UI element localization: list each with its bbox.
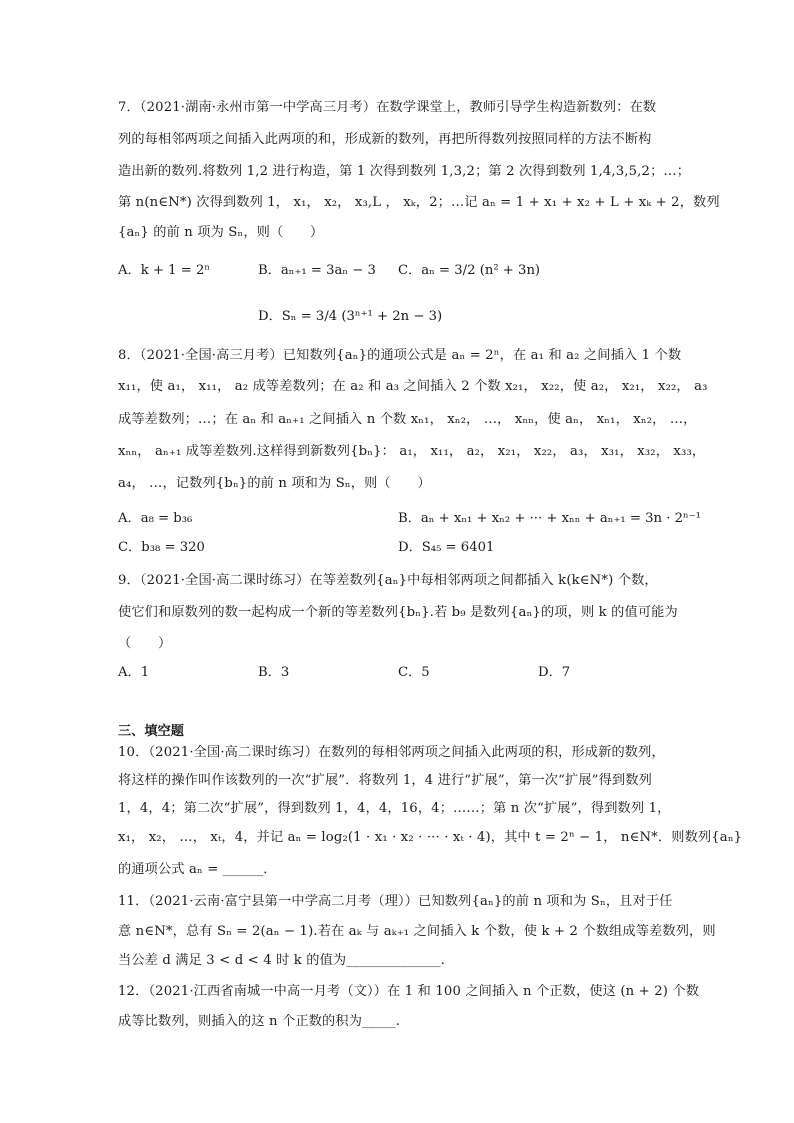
q12-line-1: 12．（2021·江西省南城一中高一月考（文））在 1 和 100 之间插入 n 个正数，使这 (n + 2) 个数 [118, 984, 700, 999]
q8-line-3: 成等差数列；…；在 aₙ 和 aₙ₊₁ 之间插入 n 个数 xₙ₁， xₙ₂， …， xₙₙ，使 aₙ， xₙ₁， xₙ₂， …， [118, 412, 697, 427]
q8-option-c: C．b₃₈ = 320 [118, 540, 205, 555]
q7-option-c: C．aₙ = 3/2 (n² + 3n) [398, 263, 541, 278]
q9-option-d: D．7 [538, 665, 571, 680]
q10-line-1: 10．（2021·全国·高二课时练习）在数列的每相邻两项之间插入此两项的积，形成新的数列， [118, 745, 665, 760]
q11-line-1: 11．（2021·云南·富宁县第一中学高二月考（理））已知数列{aₙ}的前 n 项和为 Sₙ，且对于任 [118, 894, 673, 909]
q9-option-c: C．5 [398, 665, 430, 680]
q7-line-3: 造出新的数列.将数列 1,2 进行构造，第 1 次得到数列 1,3,2；第 2 次得到数列 1,4,3,5,2；…； [118, 164, 691, 179]
q9-option-a: A．1 [118, 665, 150, 680]
q7-line-5: {aₙ} 的前 n 项为 Sₙ，则（ ） [118, 225, 324, 240]
q9-option-b: B．3 [258, 665, 290, 680]
q8-option-b: B．aₙ + xₙ₁ + xₙ₂ + ··· + xₙₙ + aₙ₊₁ = 3n · 2ⁿ⁻¹ [398, 511, 701, 526]
q8-line-2: x₁₁，使 a₁， x₁₁， a₂ 成等差数列；在 a₂ 和 a₃ 之间插入 2 个数 x₂₁， x₂₂，使 a₂， x₂₁， x₂₂， a₃ [118, 379, 708, 394]
q10-line-5: 的通项公式 aₙ = ______． [118, 862, 277, 877]
q9-line-2: 使它们和原数列的数一起构成一个新的等差数列{bₙ}.若 b₉ 是数列{aₙ}的项，则 k 的值可能为 [118, 605, 678, 620]
q7-option-a: A．k + 1 = 2ⁿ [118, 263, 211, 278]
q8-line-5: a₄， …，记数列{bₙ}的前 n 项和为 Sₙ，则（ ） [118, 476, 431, 491]
q7-line-2: 列的每相邻两项之间插入此两项的和，形成新的数列，再把所得数列按照同样的方法不断构 [118, 132, 652, 147]
section-title-fill-in: 三、填空题 [118, 724, 184, 739]
q10-line-3: 1，4，4；第二次“扩展”，得到数列 1，4，4，16，4；……；第 n 次“扩展”，得到数列 1， [118, 801, 671, 816]
q11-line-2: 意 n∈N*，总有 Sₙ = 2(aₙ − 1).若在 aₖ 与 aₖ₊₁ 之间插入 k 个数，使 k + 2 个数组成等差数列，则 [118, 924, 716, 939]
q12-line-2: 成等比数列，则插入的这 n 个正数的积为_____. [118, 1014, 401, 1029]
q9-line-3: （ ） [118, 636, 172, 651]
q10-line-4: x₁， x₂， …， xₜ，4，并记 aₙ = log₂(1 · x₁ · x₂ · ··· · xₜ · 4)，其中 t = 2ⁿ − 1， n∈N*．则数列{aₙ} [118, 830, 743, 845]
q7-line-1: 7．（2021·湖南·永州市第一中学高三月考）在数学课堂上，教师引导学生构造新数列：在数 [118, 100, 657, 115]
q8-line-4: xₙₙ， aₙ₊₁ 成等差数列.这样得到新数列{bₙ}： a₁， x₁₁， a₂， x₂₁， x₂₂， a₃， x₃₁， x₃₂， x₃₃， [118, 444, 706, 459]
q8-option-d: D．S₄₅ = 6401 [398, 540, 495, 555]
q7-option-d: D．Sₙ = 3/4 (3ⁿ⁺¹ + 2n − 3) [258, 309, 443, 324]
q8-line-1: 8．（2021·全国·高三月考）已知数列{aₙ}的通项公式是 aₙ = 2ⁿ，在 a₁ 和 a₂ 之间插入 1 个数 [118, 348, 682, 363]
q11-line-3: 当公差 d 满足 3 < d < 4 时 k 的值为______________. [118, 953, 446, 968]
q8-option-a: A．a₈ = b₃₆ [118, 511, 193, 526]
q10-line-2: 将这样的操作叫作该数列的一次“扩展”．将数列 1，4 进行“扩展”，第一次“扩展”得到数列 [118, 773, 652, 788]
q7-line-4: 第 n(n∈N*) 次得到数列 1， x₁， x₂， x₃,L ， xₖ，2；…记 aₙ = 1 + x₁ + x₂ + L + xₖ + 2，数列 [118, 195, 720, 210]
q7-option-b: B．aₙ₊₁ = 3aₙ − 3 [258, 263, 376, 278]
q9-line-1: 9．（2021·全国·高二课时练习）在等差数列{aₙ}中每相邻两项之间都插入 k(k∈N*) 个数， [118, 573, 658, 588]
